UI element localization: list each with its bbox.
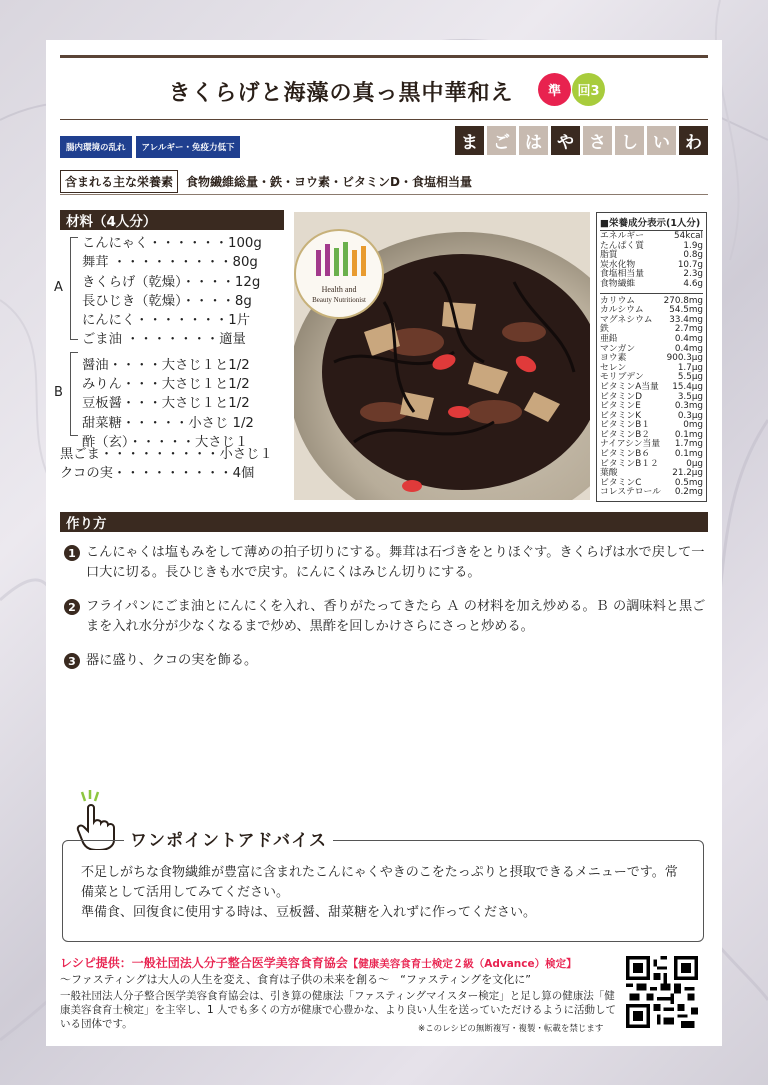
step-text: 器に盛り、クコの実を飾る。 [86, 653, 258, 668]
ingredient-item: 豆板醤・・・大さじ１と1/2 [82, 396, 250, 412]
nutrient-name: エネルギー [600, 231, 644, 241]
nutrition-facts-box [596, 212, 707, 502]
step-text: フライパンにごま油とにんにくを入れ、香りがたってきたら Ａ の材料を加え炒める。Ｂ の調味料と黒ごまを入れ水分が少なくなるまで炒め、黒酢を回しかけさらにさっと炒める。 [86, 599, 706, 634]
nutrition-main-list [600, 232, 703, 290]
nutrition-title: ■栄養成分表示(1人分) [600, 215, 703, 231]
nutrient-name: ビタミンK [600, 410, 641, 421]
nutrient-value: 5.5μg [677, 372, 703, 383]
nutrient-name: ビタミンD [600, 391, 642, 402]
recovery-meal-badge: 回3 [572, 73, 605, 106]
nutrient-name: ナイアシン当量 [600, 439, 661, 450]
main-nutrients [60, 170, 472, 193]
nutrient-value: 0mg [683, 420, 703, 431]
prep-meal-badge: 準 [538, 73, 571, 106]
method-heading: 作り方 [60, 512, 708, 532]
group-b-letter: B [54, 385, 63, 400]
qr-code-icon[interactable] [626, 956, 698, 1028]
advice-line: 不足しがちな食物繊維が豊富に含まれたこんにゃくやきのこをたっぷりと摂取できるメニューです。常備菜として活用してみてください。 [81, 865, 678, 900]
nutrient-name: 脂質 [600, 250, 618, 261]
nutrient-name: ビタミンE [600, 401, 641, 412]
makoha-ma: ま [455, 126, 484, 155]
ingredient-item: 甜菜糖・・・・・小さじ 1/2 [82, 415, 254, 431]
nutrition-detail-list [600, 297, 703, 498]
nutrient-name: セレン [600, 362, 627, 373]
nutrient-name: カルシウム [600, 305, 644, 316]
nutrient-value: 0.2mg [674, 487, 703, 498]
nutrient-name: たんぱく質 [600, 240, 644, 251]
main-nutrients-text: 食物繊維総量・鉄・ヨウ素・ビタミンD・食塩相当量 [186, 175, 472, 189]
group-b-bracket [70, 352, 78, 436]
makoha-shi: し [615, 126, 644, 155]
ingredient-item: 黒ごま・・・・・・・・・小さじ１ [60, 447, 273, 462]
nutrient-name: 鉄 [600, 324, 609, 335]
nutrient-name: 葉酸 [600, 468, 618, 479]
nutrient-value: 4.6g [683, 278, 703, 289]
nutrient-value: 0.3μg [677, 410, 703, 421]
copyright-notice: ※このレシピの無断複写・複製・転載を禁じます [418, 1024, 604, 1034]
step-number: 3 [64, 653, 80, 669]
step-text: こんにゃくは塩もみをして薄めの拍子切りにする。舞茸は石づきをとりほぐす。きくらげは水で戻して一口大に切る。長ひじきも水で戻す。にんにくはみじん切りにする。 [86, 545, 705, 580]
tag-list [60, 136, 240, 158]
main-nutrients-label: 含まれる主な栄養素 [60, 170, 178, 193]
credit-certification: 【健康美容食育士検定２級（Advance）検定】 [347, 958, 577, 970]
nutrient-value: 0μg [686, 458, 703, 469]
step-number: 2 [64, 599, 80, 615]
makoha-sa: さ [583, 126, 612, 155]
dish-photo [294, 212, 590, 500]
nutrient-value: 270.8mg [663, 295, 703, 306]
nutrients-rule [60, 194, 708, 195]
ingredient-item: 舞茸 ・・・・・・・・・80g [82, 255, 258, 271]
recipe-card [46, 40, 722, 1046]
recipe-title: きくらげと海藻の真っ黒中華和え [168, 81, 514, 106]
nutrient-name: ビタミンB２ [600, 429, 651, 440]
nutrient-name: カリウム [600, 295, 636, 306]
title-rule [60, 119, 708, 120]
ingredient-item: みりん・・・大さじ１と1/2 [82, 377, 250, 393]
makoha-go: ご [487, 126, 516, 155]
nutrient-name: ビタミンB１２ [600, 458, 659, 469]
group-a-bracket [70, 237, 78, 340]
nutrient-name: コレステロール [600, 487, 661, 498]
makohayasashiiwa-row [455, 126, 708, 155]
nutrient-name: ヨウ素 [600, 353, 627, 364]
group-a-letter: A [54, 280, 63, 295]
method-step [64, 597, 710, 637]
credit-body: 一般社団法人分子整合医学美容食育協会は、引き算の健康法「ファスティングマイスター検定」と足し算の健康法「健康美容食育士検定」を主宰し、1 人でも多くの方が健康で心豊かな、より良い人生を送っていただけるように活動している団体です。 [60, 990, 617, 1030]
credit-block [60, 956, 620, 1031]
advice-line: 準備食、回復食に使用する時は、豆板醤、甜菜糖を入れずに作ってください。 [81, 905, 537, 920]
ingredient-extra-list [60, 445, 290, 483]
nutrient-value: 0.8g [683, 250, 703, 261]
makoha-wa: わ [679, 126, 708, 155]
nutrient-value: 0.3mg [674, 401, 703, 412]
nutrient-name: 炭水化物 [600, 259, 636, 270]
nutrient-name: ビタミンB６ [600, 449, 651, 460]
top-rule [60, 55, 708, 58]
nutrient-value: 0.1mg [674, 449, 703, 460]
nutrient-name: 食塩相当量 [600, 269, 644, 280]
nutrient-name: マンガン [600, 343, 636, 354]
ingredient-item: 醤油・・・・大さじ１と1/2 [82, 357, 250, 373]
nutrient-value: 10.7g [677, 259, 703, 270]
ingredient-item: クコの実・・・・・・・・・4個 [60, 466, 255, 481]
nutrient-value: 900.3μg [666, 353, 703, 364]
nutrient-name: 亜鉛 [600, 333, 618, 344]
nutrient-value: 2.3g [683, 269, 703, 280]
ingredients-heading: 材料（4人分） [60, 210, 284, 230]
ingredient-list [82, 234, 288, 452]
tag-allergy: アレルギー・免疫力低下 [136, 136, 241, 158]
advice-box [62, 840, 704, 942]
ingredient-item: 長ひじき（乾燥）・・・・8g [82, 293, 252, 309]
credit-slogan: 〜ファスティングは大人の人生を変え、食育は子供の未来を創る〜 “ファスティングを文化に” [60, 973, 531, 986]
nutrient-name: モリブデン [600, 372, 644, 383]
makoha-i: い [647, 126, 676, 155]
credit-provider: レシピ提供：一般社団法人分子整合医学美容食育協会 [60, 956, 348, 970]
ingredient-item: きくらげ（乾燥）・・・・12g [82, 274, 261, 290]
nutrient-value: 15.4μg [672, 381, 703, 392]
nutrient-value: 3.5μg [677, 391, 703, 402]
ingredient-item: にんにく・・・・・・・1片 [82, 313, 251, 329]
nutrient-value: 33.4mg [669, 314, 703, 325]
nutrition-row [600, 488, 703, 498]
nutrient-value: 1.7μg [677, 362, 703, 373]
nutrient-name: マグネシウム [600, 314, 653, 325]
ingredient-item: ごま油 ・・・・・・・適量 [82, 332, 246, 348]
nutrient-name: ビタミンB１ [600, 420, 651, 431]
method-step [64, 543, 710, 583]
makoha-ya: や [551, 126, 580, 155]
step-number: 1 [64, 545, 80, 561]
nutrient-value: 0.4mg [674, 333, 703, 344]
method-steps [64, 543, 710, 685]
nutrition-row [600, 280, 703, 290]
nutrient-value: 1.9g [683, 240, 703, 251]
logo-text-line1: Health and [321, 285, 357, 294]
makoha-ha: は [519, 126, 548, 155]
advice-title: ワンポイントアドバイス [124, 826, 333, 851]
nutrient-name: ビタミンA当量 [600, 381, 659, 392]
nutrition-divider [600, 293, 703, 294]
nutrient-name: 食物繊維 [600, 278, 636, 289]
nutrient-value: 54.5mg [669, 305, 703, 316]
nutrient-value: 54kcal [674, 231, 703, 241]
logo-text-line2: Beauty Nutritionist [312, 296, 366, 304]
nutrient-value: 2.7mg [674, 324, 703, 335]
nutrient-value: 0.5mg [674, 477, 703, 488]
ingredient-item: こんにゃく・・・・・・100g [82, 236, 262, 251]
ingredient-item: 酢（玄）・・・・・大さじ１ [82, 434, 249, 450]
tag-gut: 腸内環境の乱れ [60, 136, 132, 158]
nutrient-name: ビタミンC [600, 477, 642, 488]
nutrient-value: 0.1mg [674, 429, 703, 440]
method-step [64, 651, 710, 671]
nutrient-value: 21.2μg [672, 468, 703, 479]
nutrient-value: 1.7mg [674, 439, 703, 450]
nutrient-value: 0.4mg [674, 343, 703, 354]
